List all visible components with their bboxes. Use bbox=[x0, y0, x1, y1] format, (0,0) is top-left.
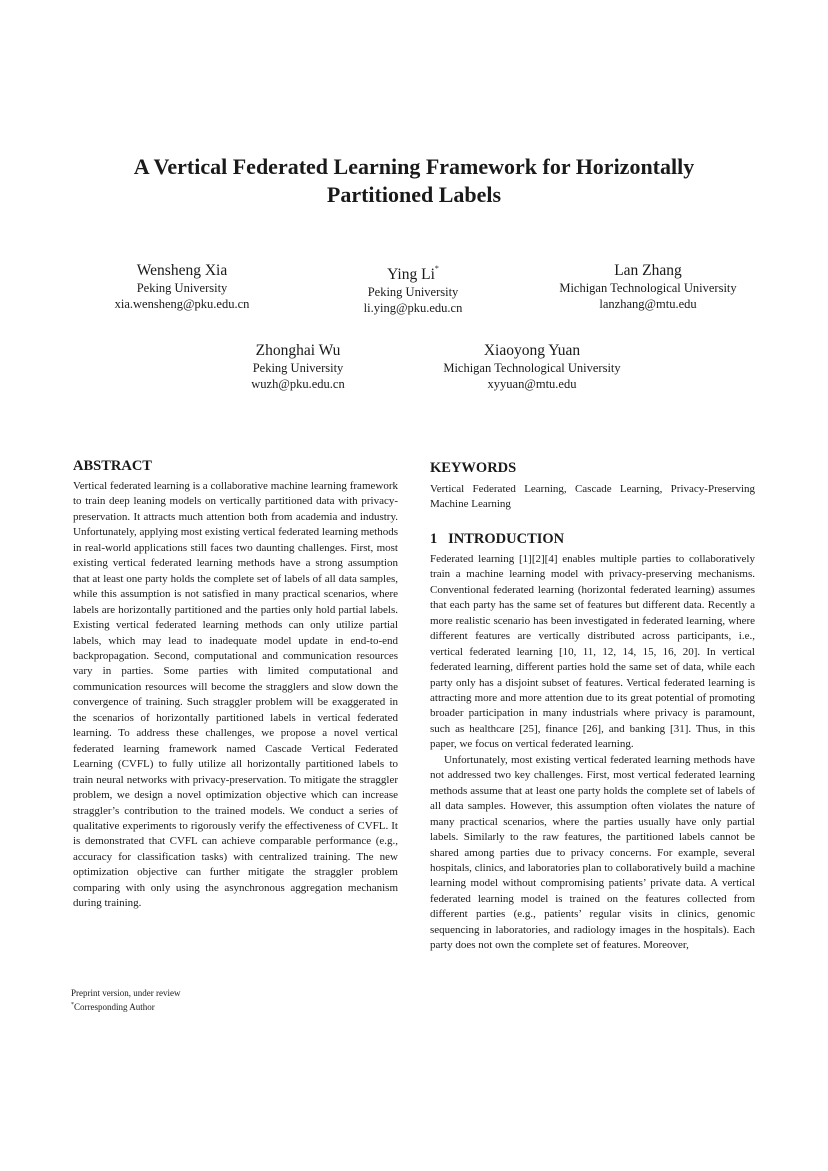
author-affiliation: Peking University bbox=[252, 361, 344, 375]
footnote-mark: * bbox=[71, 1002, 74, 1008]
author-name: Wensheng Xia bbox=[136, 262, 228, 279]
abstract-text: Vertical federated learning is a collaborative machine learning framework to train deep leaning models on vertically partitioned data with privacy-preservation. It attracts much attention both from academia and industry. Unfortunately, applying most existing vertical federated learning methods in real-world applications still faces two daunting challenges. First, most existing vertical federated learning methods have a strong assumption that at least one party holds the complete set of labels of all data samples, while this assumption is not satisfied in many practical scenarios, where labels are horizontally partitioned and the parties only hold partial labels. Existing vertical federated learning methods can only utilize partial labels, which may lead to inadequate model update in end-to-end backpropagation. Second, computational and communication resources vary in parties. Some parties with limited computational and communication resources will become the stragglers and slow down the convergence of training. Such straggler problem will be exaggerated in the scenarios of horizontally partitioned labels in vertical federated learning. To address these challenges, we propose a novel vertical federated learning framework named Cascade Vertical Federated Learning (CVFL) to fully utilize all horizontally partitioned labels to train neural networks with privacy-preservation. To mitigate the straggler problem, we design a novel optimization objective which can increase straggler’s contribution to the trained models. We conduct a series of qualitative experiments to rigorously verify the effectiveness of CVFL. It is demonstrated that CVFL can achieve comparable performance (e.g., accuracy for classification tasks) with centralized training. The new optimization objective can further mitigate the straggler problem comparing with only using the asynchronous aggregation mechanism during training. bbox=[73, 480, 398, 910]
right-column bbox=[430, 459, 755, 954]
corresponding-author-mark: * bbox=[434, 264, 439, 273]
section-title: INTRODUCTION bbox=[448, 530, 565, 547]
author-email: xyyuan@mtu.edu bbox=[487, 377, 577, 391]
paper-title-line-2: Partitioned Labels bbox=[326, 182, 502, 207]
author-affiliation: Peking University bbox=[367, 285, 459, 300]
author-name: Xiaoyong Yuan bbox=[483, 342, 581, 359]
author-block bbox=[382, 341, 682, 392]
author-affiliation: Michigan Technological University bbox=[443, 361, 621, 375]
author-email: xia.wensheng@pku.edu.cn bbox=[114, 297, 250, 311]
author-block bbox=[498, 261, 798, 312]
paper-title-line-1: A Vertical Federated Learning Framework for Horizontally bbox=[133, 154, 695, 179]
author-name: Zhonghai Wu bbox=[255, 342, 341, 359]
author-affiliation: Peking University bbox=[136, 281, 228, 295]
keywords-text: Vertical Federated Learning, Cascade Learning, Privacy-Preserving Machine Learning bbox=[430, 483, 755, 511]
author-name: Ying Li bbox=[387, 266, 435, 284]
author-email: lanzhang@mtu.edu bbox=[599, 297, 697, 311]
introduction-heading bbox=[430, 530, 755, 548]
abstract-heading: ABSTRACT bbox=[73, 458, 152, 474]
keywords-heading: KEYWORDS bbox=[430, 460, 517, 476]
author-name: Lan Zhang bbox=[614, 262, 682, 279]
intro-paragraph-1: Federated learning [1][2][4] enables multiple parties to collaboratively train a machine learning model with privacy-preserving mechanisms. Conventional federated learning (horizontal federated learning) assumes that each party has the same set of features but different data. Recently a more realistic scenario has been investigated in federated learning, where different features are vertically distributed across participants, i.e., vertical federated learning [10, 11, 12, 14, 15, 16, 20]. In vertical federated learning, different parties hold the same set of data, while each party only has a disjoint subset of features. Vertical federated learning is attracting more and more attention due to its great potential of promoting broader participation in many industrials where privacy is paramount, such as healthcare [25], finance [26], and banking [31]. Thus, in this paper, we focus on vertical federated learning. bbox=[430, 552, 755, 751]
footnote-corresponding: Corresponding Author bbox=[74, 1002, 155, 1012]
footnote bbox=[71, 987, 180, 1013]
author-email: wuzh@pku.edu.cn bbox=[251, 377, 345, 391]
author-email: li.ying@pku.edu.cn bbox=[363, 301, 463, 316]
author-affiliation: Michigan Technological University bbox=[559, 281, 737, 295]
footnote-preprint: Preprint version, under review bbox=[71, 988, 181, 998]
left-column bbox=[73, 457, 398, 912]
paper-title bbox=[60, 153, 768, 209]
intro-paragraph-2: Unfortunately, most existing vertical federated learning methods have not addressed two key challenges. First, most vertical federated learning methods assume that at least one party holds the complete set of labels of all data samples. However, this assumption often violates the nature of many practical scenarios, where the parties usually have only partial labels. Similarly to the raw features, the partitioned labels cannot be shared among parties due to privacy concerns. For example, several hospitals, clinics, and laboratories plan to collaboratively build a machine learning model without compromising patients’ private data. A vertical federated learning model is trained on the features collected from different parties (e.g., patients’ regular visits in clinics, genomic sequencing in laboratories, and radiology images in the hospitals). Each party does not own the complete set of features. Moreover, bbox=[430, 753, 755, 952]
section-number: 1 bbox=[430, 530, 438, 547]
